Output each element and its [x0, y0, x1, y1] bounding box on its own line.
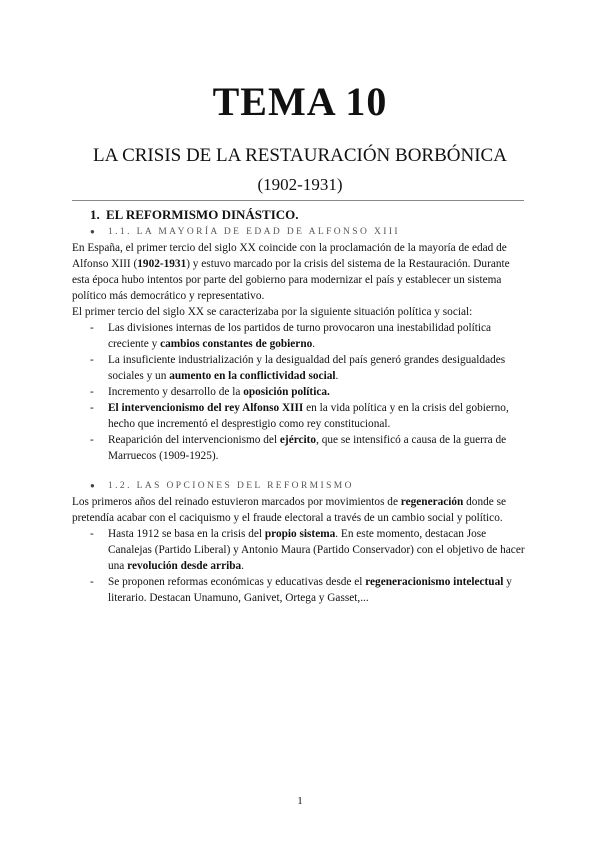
bold-text: El intervencionismo del rey Alfonso XIII [108, 402, 304, 414]
section-heading-text: EL REFORMISMO DINÁSTICO. [106, 207, 299, 222]
list-item [72, 400, 527, 432]
list-item [72, 320, 527, 352]
dash-list [72, 526, 527, 606]
dash-marker: - [90, 528, 94, 540]
period-years: (1902-1931) [257, 175, 343, 194]
bold-text: oposición política. [243, 386, 330, 398]
bold-text: revolución desde arriba [127, 560, 242, 572]
bullet-icon: ● [90, 481, 95, 490]
list-item-text: Reaparición del intervencionismo del ejército, que se intensificó a causa de la guerra de Marruecos (1909-1925). [108, 434, 507, 462]
bold-text: 1902-1931 [137, 258, 187, 270]
page-subtitle: LA CRISIS DE LA RESTAURACIÓN BORBÓNICA [93, 145, 507, 166]
dash-marker: - [90, 386, 94, 398]
list-item-text: El intervencionismo del rey Alfonso XIII en la vida política y en la crisis del gobierno, hecho que incrementó el desprestigio como rey constitucional. [108, 402, 509, 430]
subsection-heading-1 [90, 224, 527, 240]
bullet-icon: ● [90, 227, 95, 236]
bold-text: cambios constantes de gobierno [160, 338, 313, 350]
bold-text: regeneracionismo intelectual [365, 576, 504, 588]
list-item [72, 432, 527, 464]
list-item-text: Se proponen reformas económicas y educativas desde el regeneracionismo intelectual y literario. Destacan Unamuno, Ganivet, Ortega y Gasset,... [108, 576, 512, 604]
list-item [72, 526, 527, 574]
dash-marker: - [90, 576, 94, 588]
bold-text: propio sistema [264, 528, 336, 540]
list-item-text: Incremento y desarrollo de la oposición política. [108, 386, 330, 398]
list-item [72, 574, 527, 606]
list-item-text: Las divisiones internas de los partidos de turno provocaron una inestabilidad política creciente y cambios constantes de gobierno. [108, 322, 492, 350]
paragraph: En España, el primer tercio del siglo XX coincide con la proclamación de la mayoría de edad de Alfonso XIII (1902-1931) y estuvo marcado por la crisis del sistema de la Restauración. Durante esta época hubo intentos por parte del gobierno para modernizar el país y establecer un sistema político más democrático y representativo. [72, 242, 510, 302]
paragraph: Los primeros años del reinado estuvieron marcados por movimientos de regeneración donde se pretendía acabar con el caciquismo y el fraude electoral a través de un cambio social y político. [72, 496, 506, 524]
section-heading [90, 205, 527, 224]
bold-text: regeneración [400, 496, 464, 508]
subsection-heading-text: 1.1. LA MAYORÍA DE EDAD DE ALFONSO XIII [108, 227, 400, 237]
page-number: 1 [297, 795, 303, 807]
dash-marker: - [90, 322, 94, 334]
paragraph: El primer tercio del siglo XX se caracterizaba por la siguiente situación política y social: [72, 306, 473, 318]
subsection-heading-text: 1.2. LAS OPCIONES DEL REFORMISMO [108, 481, 354, 491]
dash-marker: - [90, 434, 94, 446]
list-item [72, 384, 527, 400]
list-item-text: La insuficiente industrialización y la desigualdad del país generó grandes desigualdades sociales y un aumento en la conflictividad social. [108, 354, 506, 382]
bold-text: ejército [279, 434, 317, 446]
dash-marker: - [90, 354, 94, 366]
list-item-text: Hasta 1912 se basa en la crisis del propio sistema. En este momento, destacan Jose Canalejas (Partido Liberal) y Antonio Maura (Partido Conservador) con el objetivo de hacer una revolución desde arriba. [108, 528, 525, 572]
page-title: TEMA 10 [212, 79, 388, 124]
list-item [72, 352, 527, 384]
subsection-heading-2 [90, 478, 527, 494]
dash-marker: - [90, 402, 94, 414]
dash-list [72, 320, 527, 464]
bold-text: aumento en la conflictividad social [169, 370, 336, 382]
main-content [72, 205, 527, 606]
title-divider [72, 200, 524, 201]
section-number: 1. [90, 207, 100, 222]
